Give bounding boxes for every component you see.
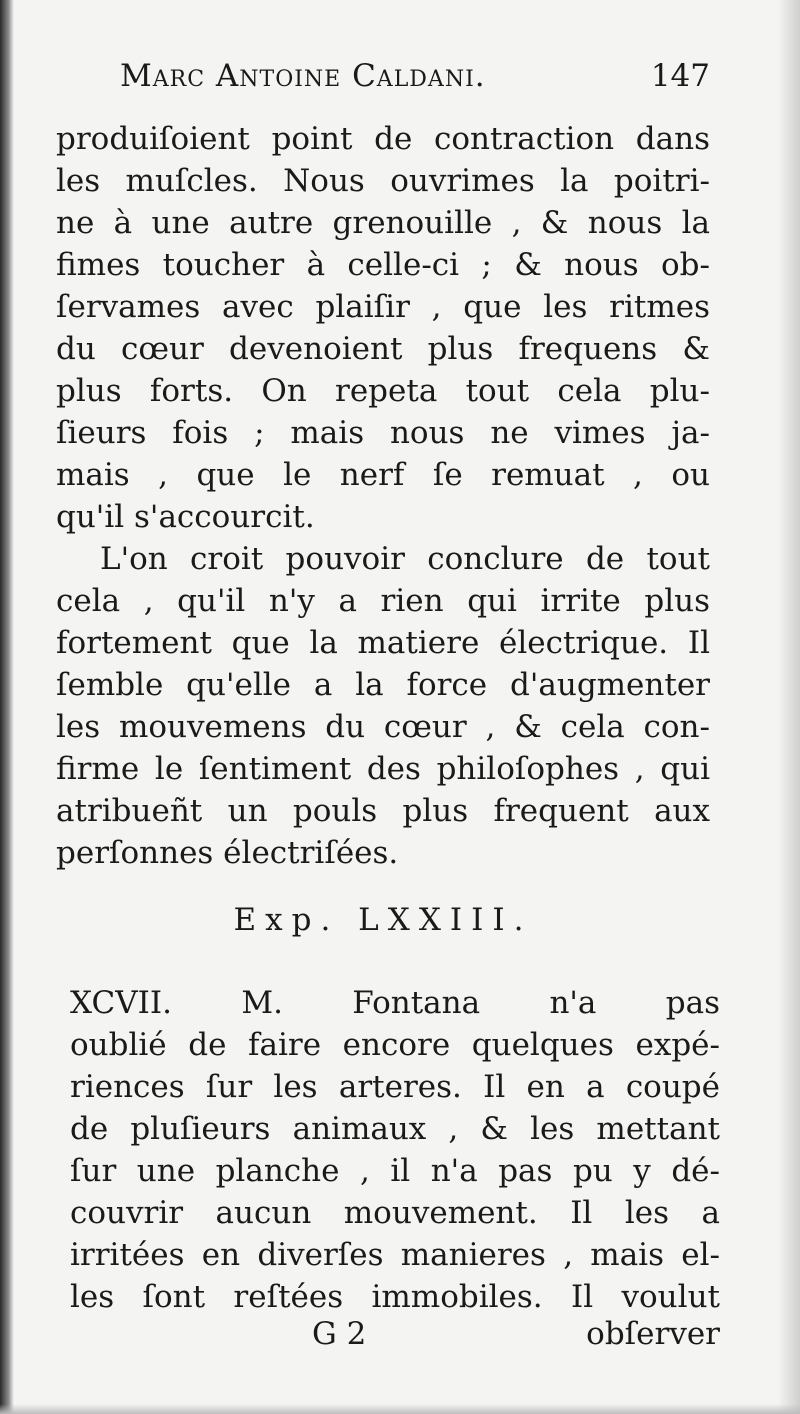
text-line: perſonnes électriſées. bbox=[56, 835, 399, 871]
paragraph-2 bbox=[56, 538, 710, 874]
page-number: 147 bbox=[650, 58, 710, 94]
text-line: couvrir aucun mouvement. Il les a bbox=[70, 1195, 720, 1231]
text-line: ſemble qu'elle a la force d'augmenter bbox=[56, 667, 710, 703]
text-line: plus forts. On repeta tout cela plu- bbox=[56, 373, 710, 409]
text-line: ſieurs fois ; mais nous ne vimes ja- bbox=[56, 415, 710, 451]
text-line: irritées en diverſes manieres , mais el- bbox=[70, 1237, 720, 1273]
text-line: atribueñt un pouls plus frequent aux bbox=[56, 793, 710, 829]
text-line: ne à une autre grenouille , & nous la bbox=[56, 205, 710, 241]
paragraph-1 bbox=[56, 118, 710, 538]
signature-mark: G 2 bbox=[312, 1316, 367, 1352]
text-line: du cœur devenoient plus frequens & bbox=[56, 331, 710, 367]
text-line: les mouvemens du cœur , & cela con- bbox=[56, 709, 710, 745]
text-line: ſervames avec plaiſir , que les ritmes bbox=[56, 289, 710, 325]
text-line: oublié de faire encore quelques expé- bbox=[70, 1027, 720, 1063]
text-line: fortement que la matiere électrique. Il bbox=[56, 625, 710, 661]
page-header bbox=[120, 58, 710, 102]
page-footer bbox=[70, 1316, 720, 1360]
text-line: les muſcles. Nous ouvrimes la poitri- bbox=[56, 163, 710, 199]
catchword: obſerver bbox=[586, 1316, 720, 1352]
section-heading: Exp. LXXIII. bbox=[233, 902, 533, 938]
text-line: de pluſieurs animaux , & les mettant bbox=[70, 1111, 720, 1147]
text-line: mais , que le nerf ſe remuat , ou bbox=[56, 457, 710, 493]
text-line: riences ſur les arteres. Il en a coupé bbox=[70, 1069, 720, 1105]
text-line: qu'il s'accourcit. bbox=[56, 499, 315, 535]
text-line: produiſoient point de contraction dans bbox=[56, 121, 710, 157]
body-text bbox=[56, 118, 710, 874]
text-line: XCVII. M. Fontana n'a pas bbox=[70, 985, 720, 1021]
text-line: L'on croit pouvoir conclure de tout bbox=[100, 541, 710, 577]
page-edge-right bbox=[778, 0, 800, 1414]
text-line: fimes toucher à celle-ci ; & nous ob- bbox=[56, 247, 710, 283]
text-line: ſur une planche , il n'a pas pu y dé- bbox=[70, 1153, 720, 1189]
paragraph-3 bbox=[70, 982, 720, 1318]
text-line: les ſont reſtées immobiles. Il voulut bbox=[70, 1279, 720, 1315]
text-line: firme le ſentiment des philoſophes , qui bbox=[56, 751, 710, 787]
page-edge-bottom bbox=[0, 1404, 800, 1414]
running-title: Marc Antoine Caldani. bbox=[120, 58, 486, 94]
binding-shadow bbox=[0, 0, 14, 1414]
text-line: cela , qu'il n'y a rien qui irrite plus bbox=[56, 583, 710, 619]
